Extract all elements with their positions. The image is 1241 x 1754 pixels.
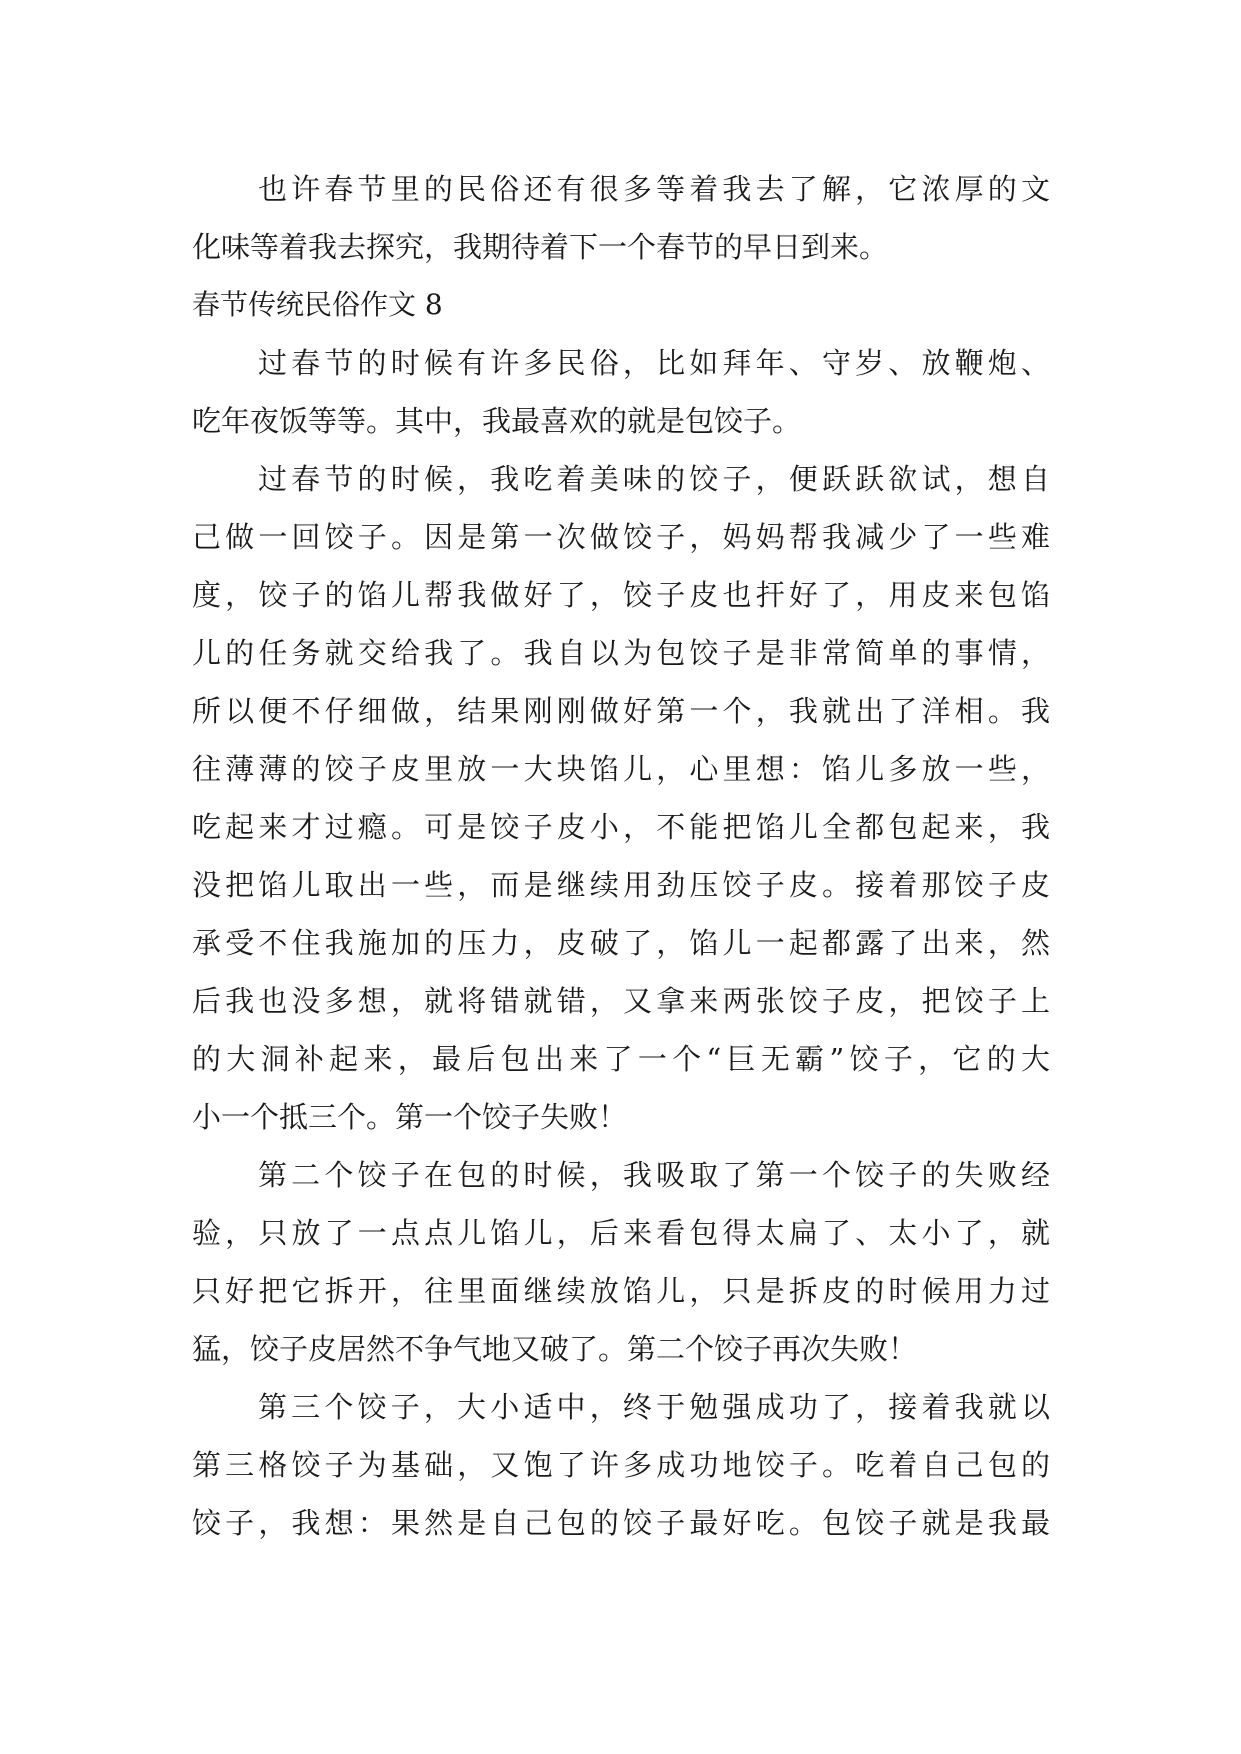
text-line: 猛，饺子皮居然不争气地又破了。第二个饺子再次失败！ [192,1332,918,1366]
paragraph-4 [192,1146,1050,1378]
document-page [192,160,1050,1552]
text-line: 验，只放了一点点儿馅儿，后来看包得太扁了、太小了，就 [192,1216,1050,1250]
text-line: 的大洞补起来，最后包出来了一个“巨无霸”饺子，它的大 [192,1042,1050,1076]
text-line: 往薄薄的饺子皮里放一大块馅儿，心里想：馅儿多放一些， [192,752,1050,786]
text-line: 吃起来才过瘾。可是饺子皮小，不能把馅儿全都包起来，我 [192,810,1050,844]
text-line: 只好把它拆开，往里面继续放馅儿，只是拆皮的时候用力过 [192,1274,1050,1308]
paragraph-3 [192,450,1050,1146]
text-line: 第二个饺子在包的时候，我吸取了第一个饺子的失败经 [258,1158,1050,1192]
text-line: 承受不住我施加的压力，皮破了，馅儿一起都露了出来，然 [192,926,1050,960]
text-line: 己做一回饺子。因是第一次做饺子，妈妈帮我减少了一些难 [192,520,1050,554]
text-line: 过春节的时候，我吃着美味的饺子，便跃跃欲试，想自 [258,462,1050,496]
text-line: 饺子，我想：果然是自己包的饺子最好吃。包饺子就是我最 [192,1506,1050,1540]
text-line: 小一个抵三个。第一个饺子失败！ [192,1100,628,1134]
text-line: 后我也没多想，就将错就错，又拿来两张饺子皮，把饺子上 [192,984,1050,1018]
text-line: 化味等着我去探究，我期待着下一个春节的早日到来。 [192,230,889,264]
text-line: 吃年夜饭等等。其中，我最喜欢的就是包饺子。 [192,404,802,438]
text-line: 所以便不仔细做，结果刚刚做好第一个，我就出了洋相。我 [192,694,1050,728]
text-line: 第三个饺子，大小适中，终于勉强成功了，接着我就以 [258,1390,1050,1424]
paragraph-5 [192,1378,1050,1552]
text-line: 儿的任务就交给我了。我自以为包饺子是非常简单的事情， [192,636,1050,670]
text-line: 度，饺子的馅儿帮我做好了，饺子皮也扞好了，用皮来包馅 [192,578,1050,612]
text-line: 过春节的时候有许多民俗，比如拜年、守岁、放鞭炮、 [258,346,1050,380]
paragraph-2 [192,334,1050,450]
text-line: 没把馅儿取出一些，而是继续用劲压饺子皮。接着那饺子皮 [192,868,1050,902]
paragraph-1 [192,160,1050,276]
text-line: 第三格饺子为基础，又饱了许多成功地饺子。吃着自己包的 [192,1448,1050,1482]
section-heading: 春节传统民俗作文 8 [192,288,443,321]
text-line: 也许春节里的民俗还有很多等着我去了解，它浓厚的文 [258,172,1050,206]
